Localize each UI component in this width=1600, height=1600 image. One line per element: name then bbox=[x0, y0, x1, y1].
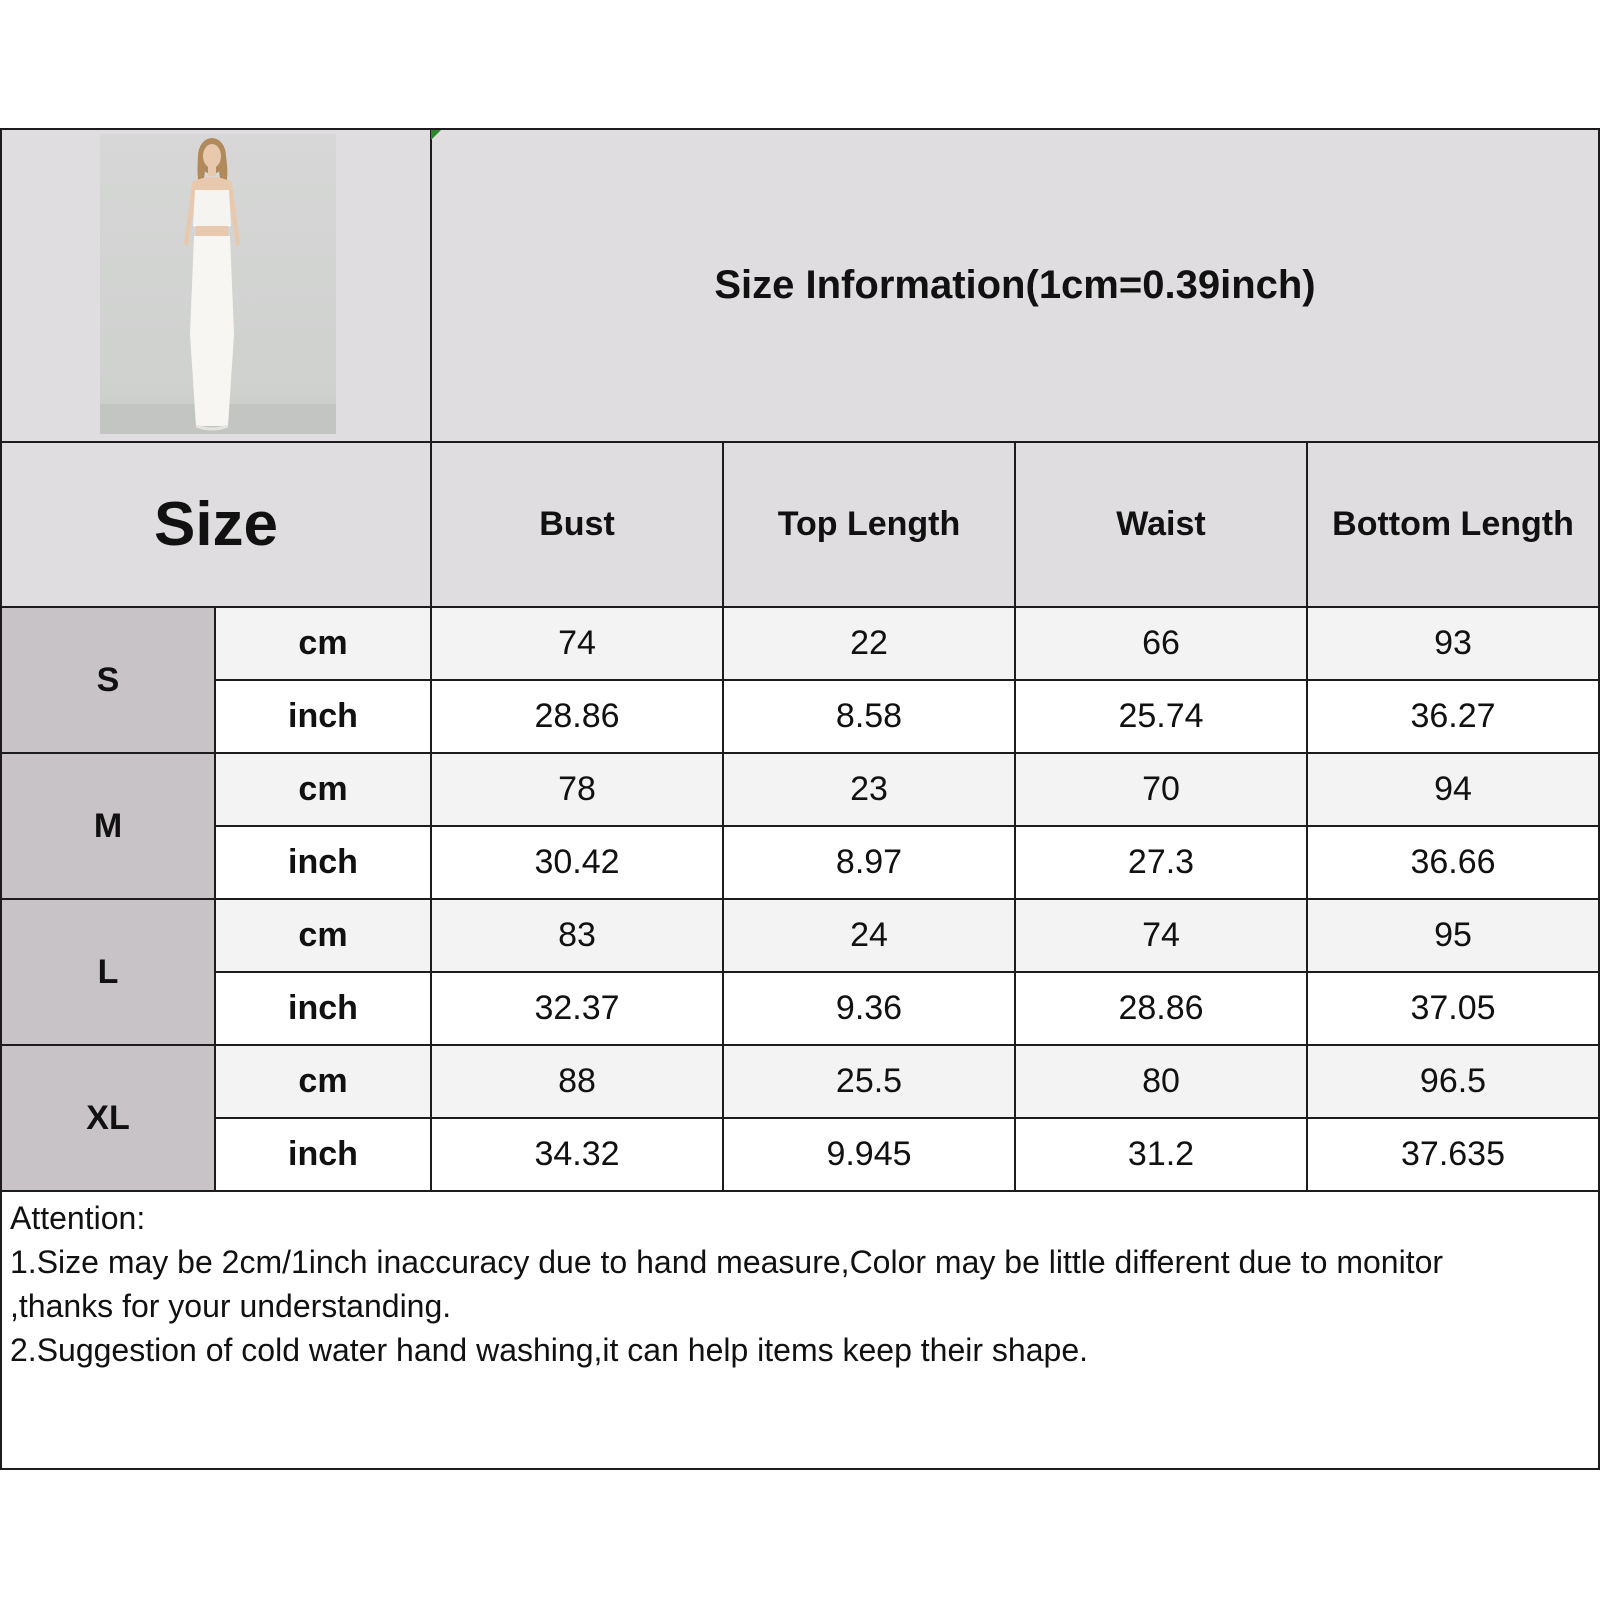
size-header-cell bbox=[0, 441, 432, 608]
table-cell: 93 bbox=[1306, 606, 1600, 681]
notes-heading: Attention: bbox=[10, 1200, 146, 1236]
unit-cell: cm bbox=[214, 898, 432, 973]
table-cell: 32.37 bbox=[430, 971, 724, 1046]
chart-title-cell bbox=[430, 128, 1600, 443]
table-cell: 78 bbox=[430, 752, 724, 827]
unit-cell: cm bbox=[214, 606, 432, 681]
table-cell: 27.3 bbox=[1014, 825, 1308, 900]
unit-cell: inch bbox=[214, 825, 432, 900]
table-cell: 24 bbox=[722, 898, 1016, 973]
chart-title: Size Information(1cm=0.39inch) bbox=[714, 263, 1316, 307]
table-cell: 66 bbox=[1014, 606, 1308, 681]
table-cell: 31.2 bbox=[1014, 1117, 1308, 1192]
model-illustration bbox=[100, 134, 336, 434]
table-cell: 25.74 bbox=[1014, 679, 1308, 754]
unit-cell: cm bbox=[214, 1044, 432, 1119]
table-cell: 34.32 bbox=[430, 1117, 724, 1192]
table-cell: 22 bbox=[722, 606, 1016, 681]
column-header-waist: Waist bbox=[1014, 441, 1308, 608]
corner-marker bbox=[431, 130, 441, 140]
table-cell: 95 bbox=[1306, 898, 1600, 973]
size-label-l: L bbox=[0, 898, 216, 1046]
table-cell: 25.5 bbox=[722, 1044, 1016, 1119]
table-cell: 96.5 bbox=[1306, 1044, 1600, 1119]
table-cell: 70 bbox=[1014, 752, 1308, 827]
column-header-bottom-length: Bottom Length bbox=[1306, 441, 1600, 608]
table-cell: 9.36 bbox=[722, 971, 1016, 1046]
product-photo-cell bbox=[0, 128, 432, 443]
size-label-s: S bbox=[0, 606, 216, 754]
column-header-bust: Bust bbox=[430, 441, 724, 608]
notes-line-2: ,thanks for your understanding. bbox=[10, 1288, 452, 1324]
notes-line-3: 2.Suggestion of cold water hand washing,it can help items keep their shape. bbox=[10, 1332, 1088, 1368]
table-cell: 88 bbox=[430, 1044, 724, 1119]
table-cell: 28.86 bbox=[1014, 971, 1308, 1046]
table-cell: 37.05 bbox=[1306, 971, 1600, 1046]
notes-line-1: 1.Size may be 2cm/1inch inaccuracy due to hand measure,Color may be little different due to monitor bbox=[10, 1244, 1444, 1280]
table-cell: 30.42 bbox=[430, 825, 724, 900]
model-photo bbox=[100, 134, 336, 434]
table-cell: 36.66 bbox=[1306, 825, 1600, 900]
column-header-top-length: Top Length bbox=[722, 441, 1016, 608]
table-cell: 8.58 bbox=[722, 679, 1016, 754]
size-chart bbox=[0, 128, 1600, 1470]
table-cell: 8.97 bbox=[722, 825, 1016, 900]
table-cell: 83 bbox=[430, 898, 724, 973]
unit-cell: cm bbox=[214, 752, 432, 827]
unit-cell: inch bbox=[214, 971, 432, 1046]
table-cell: 80 bbox=[1014, 1044, 1308, 1119]
table-cell: 28.86 bbox=[430, 679, 724, 754]
table-cell: 9.945 bbox=[722, 1117, 1016, 1192]
table-cell: 74 bbox=[1014, 898, 1308, 973]
size-header: Size bbox=[153, 490, 279, 559]
table-cell: 37.635 bbox=[1306, 1117, 1600, 1192]
table-cell: 36.27 bbox=[1306, 679, 1600, 754]
attention-notes bbox=[0, 1190, 1600, 1470]
table-cell: 23 bbox=[722, 752, 1016, 827]
size-label-m: M bbox=[0, 752, 216, 900]
table-cell: 94 bbox=[1306, 752, 1600, 827]
size-label-xl: XL bbox=[0, 1044, 216, 1192]
unit-cell: inch bbox=[214, 1117, 432, 1192]
table-cell: 74 bbox=[430, 606, 724, 681]
unit-cell: inch bbox=[214, 679, 432, 754]
